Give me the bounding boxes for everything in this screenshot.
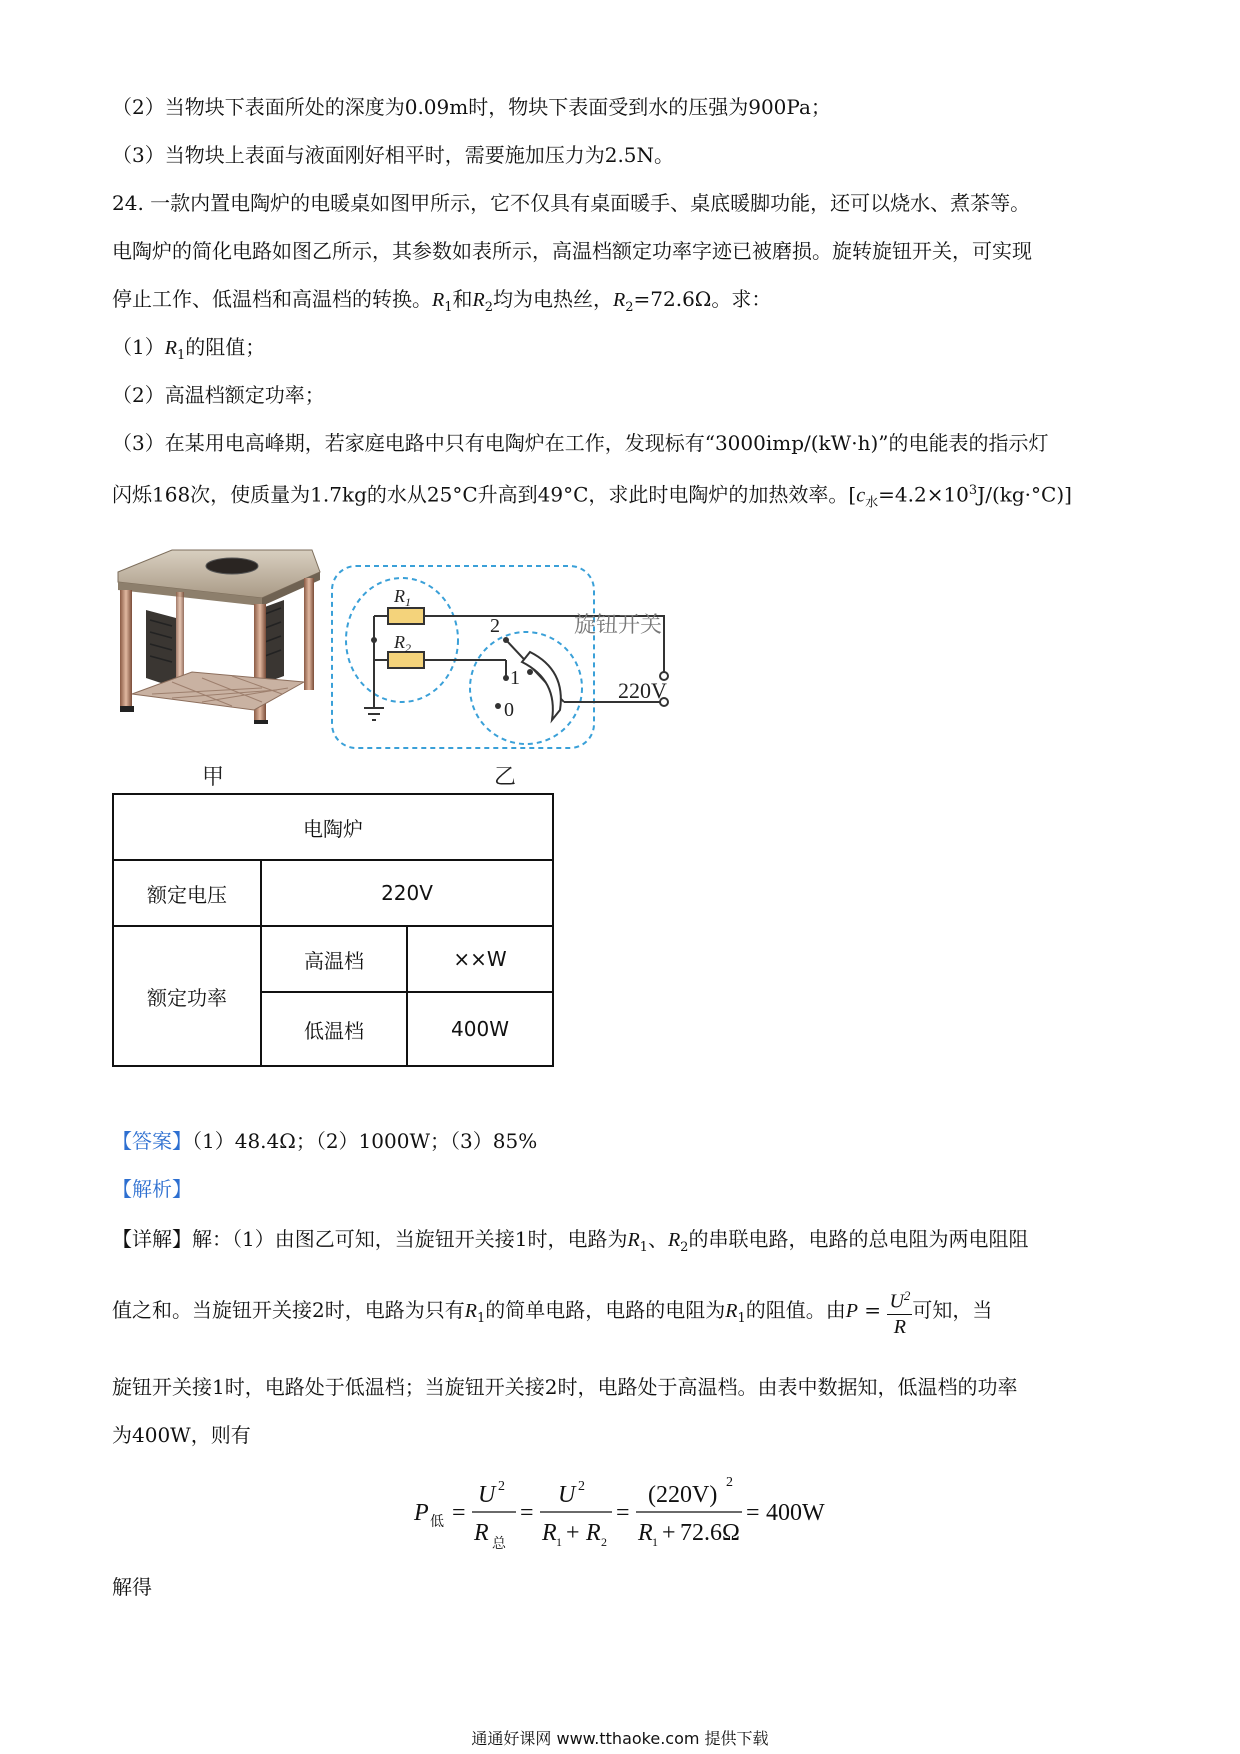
svg-text:=: = (520, 1500, 534, 1526)
svg-text:400W: 400W (766, 1500, 825, 1526)
low-power-formula (408, 1468, 868, 1558)
svg-text:+: + (566, 1520, 580, 1546)
table-title: 电陶炉 (113, 794, 553, 860)
svg-text:R: R (542, 1520, 557, 1546)
svg-text:R: R (638, 1520, 653, 1546)
svg-text:1: 1 (556, 1535, 562, 1549)
solve-label: 解得 (112, 1575, 152, 1599)
figure-caption-a: 甲 (202, 765, 225, 790)
knob-switch-label: 旋钮开关 (574, 613, 663, 638)
r2-label: $R_2$ (394, 632, 411, 655)
svg-text:2: 2 (726, 1475, 733, 1490)
power-formula: $\frac{U^2}{R}$ (887, 1284, 912, 1339)
svg-text:R: R (474, 1520, 489, 1546)
detail-line-1: 【详解】解：（1）由图乙可知，当旋钮开关接1时，电路为$R_1$、$R_2$的串联电路，电路的总电阻为两电阻阻 (112, 1227, 1029, 1255)
q23-part3: （3）当物块上表面与液面刚好相平时，需要施加压力为2.5N。 (112, 143, 675, 167)
switch-pos-0: 0 (504, 699, 514, 721)
detail-line-3: 旋钮开关接1时，电路处于低温档；当旋钮开关接2时，电路处于高温档。由表中数据知，低温档的功率 (112, 1375, 1018, 1399)
q24-stem-1: 24. 一款内置电陶炉的电暖桌如图甲所示，它不仅具有桌面暖手、桌底暖脚功能，还可以烧水、煮茶等。 (112, 191, 1031, 215)
svg-text:U: U (558, 1482, 576, 1508)
svg-text:72.6Ω: 72.6Ω (680, 1520, 740, 1546)
q24-sub3-a: （3）在某用电高峰期，若家庭电路中只有电陶炉在工作，发现标有“3000imp/(kW·h)”的电能表的指示灯 (112, 431, 1049, 455)
table-cell-low-value: 400W (407, 992, 553, 1066)
svg-text:(220V): (220V) (648, 1482, 718, 1508)
table-cell-power-label: 额定功率 (113, 926, 261, 1066)
heater-table-photo (112, 548, 326, 724)
page-footer: 通通好课网 www.tthaoke.com 提供下载 (471, 1729, 769, 1748)
svg-text:2: 2 (498, 1479, 505, 1494)
circuit-diagram (330, 560, 710, 755)
svg-text:=: = (616, 1500, 630, 1526)
table-cell-voltage-value: 220V (261, 860, 553, 926)
table-cell-voltage-label: 额定电压 (113, 860, 261, 926)
svg-text:总: 总 (492, 1536, 506, 1552)
table-cell-low-label: 低温档 (261, 992, 407, 1066)
r1-label: $R_1$ (394, 586, 411, 609)
svg-text:2: 2 (578, 1479, 585, 1494)
svg-text:=: = (452, 1500, 466, 1526)
table-cell-high-label: 高温档 (261, 926, 407, 992)
svg-text:P: P (414, 1500, 429, 1526)
detail-line-4: 为400W，则有 (112, 1423, 251, 1447)
voltage-label: 220V (618, 678, 667, 703)
q24-sub2: （2）高温档额定功率； (112, 383, 325, 407)
svg-text:2: 2 (601, 1535, 607, 1549)
spec-table (112, 793, 554, 1067)
svg-text:R: R (586, 1520, 601, 1546)
figure-caption-b: 乙 (494, 765, 517, 790)
analysis-tag: 【解析】 (112, 1177, 192, 1201)
svg-text:=: = (746, 1500, 760, 1526)
svg-text:1: 1 (652, 1535, 658, 1549)
q24-sub1: $(1)R_1$的阻值； (112, 335, 266, 363)
svg-text:U: U (478, 1482, 496, 1508)
q24-stem-3: 停止工作、低温档和高温档的转换。$R_1$和$R_2$均为电热丝，$R_2=72.6\Omega$。求： (112, 287, 772, 315)
table-cell-high-value: ××W (407, 926, 553, 992)
svg-text:+: + (662, 1520, 676, 1546)
answer-line: 【答案】（1）48.4Ω；（2）1000W；（3）85% (112, 1129, 538, 1153)
switch-pos-2: 2 (490, 615, 500, 637)
q23-part2: （2）当物块下表面所处的深度为0.09m时，物块下表面受到水的压强为900Pa； (112, 95, 831, 119)
detail-line-2: 值之和。当旋钮开关接2时，电路为只有$R_1$的简单电路，电路的电阻为$R_1$的阻值。由P = $\frac{U^2}{R}$ 可知，当 (112, 1280, 992, 1340)
q24-stem-2: 电陶炉的简化电路如图乙所示，其参数如表所示，高温档额定功率字迹已被磨损。旋转旋钮开关，可实现 (112, 239, 1032, 263)
switch-pos-1: 1 (510, 667, 520, 689)
svg-text:低: 低 (430, 1514, 444, 1530)
q24-sub3-b: 闪烁168次，使质量为1.7kg的水从25°C升高到49°C，求此时电陶炉的加热效率。$[c_水=4.2\times 10^3J/(kg\cdot^\circ C)]$ (112, 482, 1072, 511)
